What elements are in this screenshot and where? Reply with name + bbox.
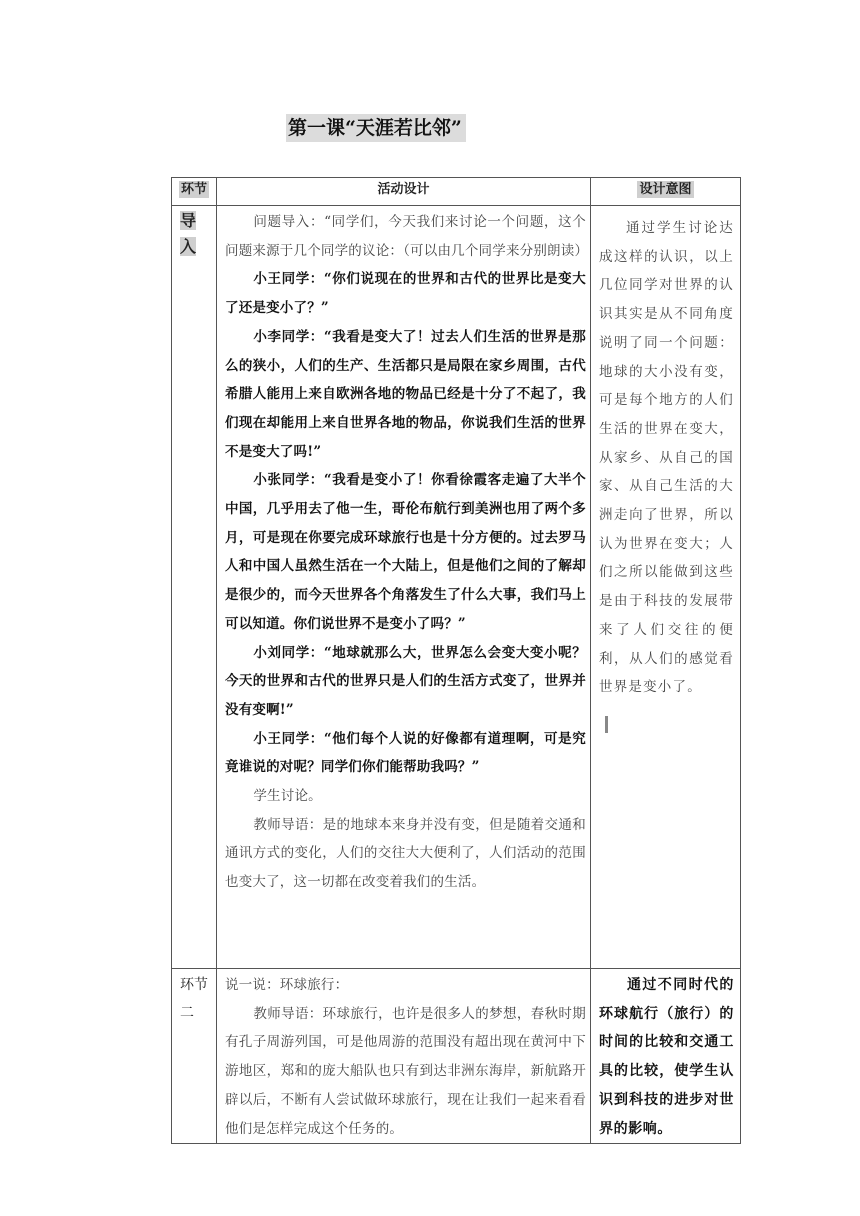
intent-paragraph: 通过学生讨论达成这样的认识，以上几位同学对世界的认识其实是从不同角度说明了同一个问题：地球的大小没有变，可是每个地方的人们生活的世界在变大，从家乡、从自己的国家、从自己生活的大洲走向了世界，所以认为世界在变大；人们之所以能做到这些是由于科技的发展带来了人们交往的便利，从人们的感觉看世界是变小了。 bbox=[599, 220, 734, 696]
activity-cell bbox=[217, 969, 591, 1144]
table-row-intro bbox=[172, 206, 741, 969]
activity-paragraph: 小王同学：“你们说现在的世界和古代的世界比是变大了还是变小了？” bbox=[225, 271, 586, 317]
intent-cell bbox=[591, 969, 741, 1144]
activity-paragraph: 小李同学：“我看是变大了！过去人们生活的世界是那么的狭小，人们的生产、生活都只是局限在家乡周围，古代希腊人能用上来自欧洲各地的物品已经是十分了不起了，我们现在却能用上来自世界各地的物品，你说我们生活的世界不是变大了吗!” bbox=[225, 328, 586, 460]
header-activity-label: 活动设计 bbox=[377, 182, 430, 197]
activity-paragraph: 小刘同学：“地球就那么大，世界怎么会变大变小呢？今天的世界和古代的世界只是人们的生活方式变了，世界并没有变啊!” bbox=[225, 644, 586, 718]
activity-content bbox=[217, 206, 590, 897]
intent-content bbox=[591, 206, 740, 733]
activity-paragraph: 小张同学：“我看是变小了！你看徐霞客走遍了大半个中国，几乎用去了他一生，哥伦布航行到美洲也用了两个多月，可是现在你要完成环球旅行也是十分方便的。过去罗马人和中国人虽然生活在一个大陆上，但是他们之间的了解却是很少的，而今天世界各个角落发生了什么大事，我们马上可以知道。你们说世界不是变小了吗？” bbox=[225, 472, 586, 632]
section-label bbox=[172, 206, 198, 260]
activity-paragraph: 学生讨论。 bbox=[253, 788, 322, 805]
section-label-cell bbox=[172, 969, 217, 1144]
activity-cell bbox=[217, 206, 591, 969]
intent-paragraph: 通过不同时代的环球航行（旅行）的时间的比较和交通工具的比较，使学生认识到科技的进步对世界的影响。 bbox=[599, 977, 734, 1137]
section-label-text: 导入 bbox=[180, 211, 197, 256]
header-section-label: 环节 bbox=[180, 182, 207, 197]
header-intent-label: 设计意图 bbox=[639, 182, 692, 197]
section-label: 环节二 bbox=[180, 977, 208, 1021]
activity-paragraph: 教师导语：环球旅行，也许是很多人的梦想，春秋时期有孔子周游列国，可是他周游的范围没有超出现在黄河中下游地区，郑和的庞大船队也只有到达非洲东海岸，新航路开辟以后，不断有人尝试做环球旅行，现在让我们一起来看看他们是怎样完成这个任务的。 bbox=[225, 1005, 586, 1137]
activity-paragraph: 问题导入：“同学们，今天我们来讨论一个问题，这个问题来源于几个同学的议论：（可以由几个同学来分别朗读） bbox=[225, 214, 589, 259]
header-activity bbox=[217, 178, 591, 206]
activity-paragraph: 教师导语：是的地球本来身并没有变，但是随着交通和通讯方式的变化，人们的交往大大便利了，人们活动的范围也变大了，这一切都在改变着我们的生活。 bbox=[225, 816, 586, 891]
lesson-plan-table bbox=[171, 177, 741, 1144]
table-header-row bbox=[172, 178, 741, 206]
intent-cell bbox=[591, 206, 741, 969]
activity-paragraph: 小王同学：“他们每个人说的好像都有道理啊，可是究竟谁说的对呢？同学们你们能帮助我吗？” bbox=[225, 730, 586, 776]
intent-content bbox=[591, 969, 740, 1143]
table-row-section-two bbox=[172, 969, 741, 1144]
text-cursor-mark bbox=[605, 716, 608, 733]
activity-paragraph: 说一说：环球旅行： bbox=[225, 977, 349, 993]
header-section bbox=[172, 178, 217, 206]
activity-content bbox=[217, 969, 590, 1143]
page-title: 第一课“天涯若比邻” bbox=[286, 114, 466, 142]
header-intent bbox=[591, 178, 741, 206]
section-label-cell bbox=[172, 206, 217, 969]
